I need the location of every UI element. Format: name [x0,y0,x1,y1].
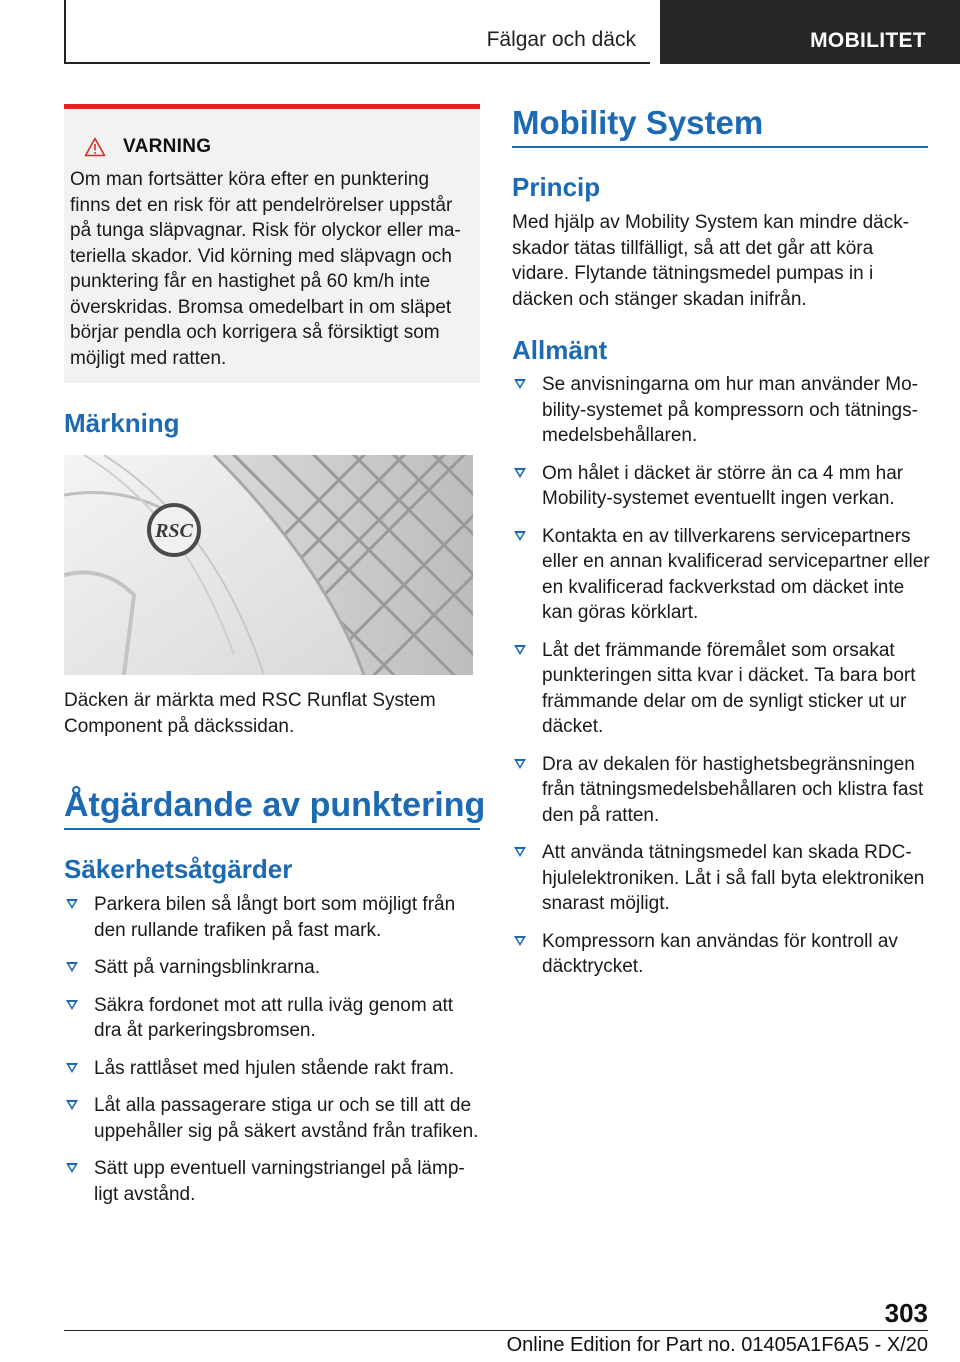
warning-title: VARNING [123,136,212,157]
marking-heading: Märkning [64,408,180,438]
principle-heading: Princip [512,172,601,202]
bullet-triangle-icon [514,645,526,655]
bullet-triangle-icon [66,1100,78,1110]
warning-triangle-icon [84,137,106,157]
header-chapter-tab [660,0,960,64]
puncture-title-rule [64,828,480,830]
mobility-title-rule [512,146,928,148]
footer-edition: Online Edition for Part no. 01405A1F6A5 - X/20 [506,1334,928,1356]
bullet-triangle-icon [514,531,526,541]
svg-text:RSC: RSC [155,520,193,542]
list-item: Sätt upp eventuell varningstriangel på lämp-ligt avstånd. [64,1156,484,1207]
tire-sidewall-image [64,455,473,675]
safety-heading: Säkerhetsåtgärder [64,854,293,884]
list-item: Kontakta en av tillverkarens servicepartners eller en annan kvalificerad servicepartner eller en kvalificerad fackverkstad om däcket inte kan göras körklart. [512,524,932,626]
general-list [512,372,932,992]
bullet-triangle-icon [514,759,526,769]
mobility-title: Mobility System [512,104,764,141]
list-item: Låt alla passagerare stiga ur och se till att de uppehåller sig på säkert avstånd från trafiken. [64,1093,484,1144]
bullet-triangle-icon [514,847,526,857]
list-item: Kompressorn kan användas för kontroll av däcktrycket. [512,929,932,980]
rsc-logo [149,505,199,555]
list-item: Se anvisningarna om hur man använder Mo-bility-systemet på kompressorn och tätnings-medelsbehållaren. [512,372,932,449]
safety-list [64,892,484,1219]
bullet-triangle-icon [514,936,526,946]
warning-header [84,135,211,159]
list-item: Om hålet i däcket är större än ca 4 mm har Mobility-systemet eventuellt ingen verkan. [512,461,932,512]
header-chapter-label: MOBILITET [810,29,926,52]
warning-box [64,104,480,383]
list-item: Sätt på varningsblinkrarna. [64,955,484,981]
header-left-rule [64,0,66,64]
page-number: 303 [884,1298,928,1328]
puncture-title: Åtgärdande av punktering [64,786,486,824]
bullet-triangle-icon [66,899,78,909]
bullet-triangle-icon [66,1063,78,1073]
list-item: Låt det främmande föremålet som orsakat punkteringen sitta kvar i däcket. Ta bara bort främmande delar om de synligt sticker ut ur däcket. [512,638,932,740]
header-section-title: Fälgar och däck [486,28,636,51]
principle-text: Med hjälp av Mobility System kan mindre däck-skador tätas tillfälligt, så att det går att köra vidare. Flytande tätningsmedel pumpas in i däcken och stänger skadan inifrån. [512,212,910,310]
footer-rule [64,1330,928,1331]
list-item: Dra av dekalen för hastighetsbegränsningen från tätningsmedelsbehållaren och klistra fast den på ratten. [512,752,932,829]
warning-text: Om man fortsätter köra efter en punktering finns det en risk för att pendelrörelser uppstår på tunga släpvagnar. Risk för olyckor eller ma-teriella skador. Vid körning med släpvagn och punktering får en hastighet på 60 km/h inte överskridas. Bromsa omedelbart in om släpet börjar pendla och korrigera så försiktigt som möjligt med ratten. [70,169,461,369]
bullet-triangle-icon [514,379,526,389]
list-item: Säkra fordonet mot att rulla iväg genom att dra åt parkeringsbromsen. [64,993,484,1044]
list-item: Att använda tätningsmedel kan skada RDC-hjulelektroniken. Låt i så fall byta elektroniken snarast möjligt. [512,840,932,917]
bullet-triangle-icon [66,1000,78,1010]
bullet-triangle-icon [514,468,526,478]
general-heading: Allmänt [512,335,608,365]
header-bottom-rule [64,62,650,64]
bullet-triangle-icon [66,962,78,972]
list-item: Lås rattlåset med hjulen stående rakt fram. [64,1056,484,1082]
list-item: Parkera bilen så långt bort som möjligt från den rullande trafiken på fast mark. [64,892,484,943]
bullet-triangle-icon [66,1163,78,1173]
marking-caption: Däcken är märkta med RSC Runflat System Component på däckssidan. [64,690,436,737]
